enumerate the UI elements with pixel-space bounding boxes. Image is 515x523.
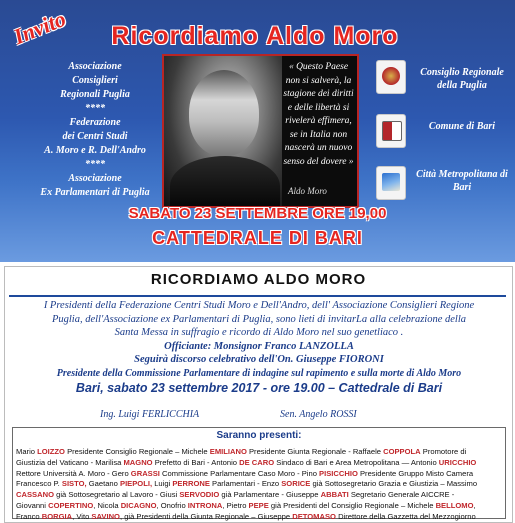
comune-bari-crest-icon [376, 114, 406, 148]
separator: **** [85, 159, 105, 170]
separator: **** [85, 103, 105, 114]
attendee-role-text: già Presidenti del Consiglio Regionale – Michele [268, 500, 436, 510]
attendee-name: BELLOMO [435, 500, 474, 510]
attendee-name: BORGIA [41, 511, 73, 521]
institution-label: Comune di Bari [428, 121, 496, 132]
attendee-role-text: , Pietro [222, 500, 249, 510]
attendee-role-text: Direttore della Gazzetta del Mezzogiorno [335, 511, 476, 521]
attendees-line [16, 469, 502, 480]
banner-title: Ricordiamo Aldo Moro [111, 22, 399, 50]
attendee-role-text: , Vito [72, 511, 92, 521]
portrait-face [189, 70, 259, 156]
organizer-line: Federazione [69, 117, 121, 128]
organizer-line: Regionali Puglia [60, 89, 130, 100]
attendee-role-text: Giustizia del Vaticano - Marilisa [16, 457, 124, 467]
organizer-line: Ex Parlamentari di Puglia [40, 187, 150, 198]
attendee-name: PEPE [248, 500, 269, 510]
attendee-role-text: Francesco P. [16, 479, 62, 489]
invite-line: Puglia, dell'Associazione ex Parlamentari di Puglia, sono lieti di invitarLa alla celebrazione della [51, 313, 467, 325]
crest-emblem [382, 173, 400, 191]
attendee-role-text: Sindaco di Bari e Area Metropolitana — Antonio [274, 457, 439, 467]
attendee-role-text: , Onofrio [156, 500, 188, 510]
event-date-line: Bari, sabato 23 settembre 2017 - ore 19.00 – Cattedrale di Bari [75, 381, 443, 395]
attendee-name: ABBATI [320, 490, 349, 500]
attendee-role-text: Prefetto di Bari - Antonio [152, 457, 240, 467]
attendee-name: INTRONA [187, 500, 223, 510]
attendee-name: SISTO, [61, 479, 87, 489]
attendee-role-text: già Sottosegretario al Lavoro - Giusi [53, 490, 180, 500]
attendee-name: URICCHIO [438, 457, 477, 467]
attendee-role-text: Presidente Consiglio Regionale – Michele [64, 447, 210, 456]
invite-line: Santa Messa in suffragio e ricordo di Aldo Moro nel suo genetliaco . [114, 327, 404, 338]
attendee-role-text: Promotore di [420, 447, 467, 456]
title-divider [9, 295, 506, 297]
institution-label: Consiglio Regionale della Puglia [420, 67, 504, 91]
officiant: Officiante: Monsignor Franco LANZOLLA [164, 340, 354, 352]
invite-line: I Presidenti della Federazione Centri Studi Moro e Dell'Andro, dell' Associazione Consiglieri Regione [43, 300, 475, 311]
attendee-name: PISICCHIO [319, 468, 358, 478]
attendee-name: PERRONE [172, 479, 210, 489]
attendee-role-text: già Parlamentare - Giuseppe [219, 490, 321, 500]
attendee-name: SORICE [281, 479, 311, 489]
attendee-role-text: Luigi [152, 479, 173, 489]
attendee-role-text: Presidente Gruppo Misto Camera [357, 468, 474, 478]
attendee-name: DICAGNO [120, 500, 157, 510]
signature: Aldo Moro [288, 186, 327, 196]
attendees-line [16, 501, 502, 512]
speech: Seguirà discorso celebrativo dell'On. Giuseppe FIORONI [134, 354, 384, 365]
attendee-role-text: Presidente Giunta Regionale - Raffaele [246, 447, 384, 456]
attendee-name: SERVODIO [179, 490, 220, 500]
invitation-card [4, 266, 513, 523]
attendee-role-text: Parlamentari - Enzo [209, 479, 282, 489]
attendee-role-text: , [473, 500, 476, 510]
attendee-role-text: Segretario Generale AICCRE - [348, 490, 455, 500]
portrait-panel [162, 54, 359, 208]
moro-quote: « Questo Paese non si salverà, la stagione dei diritti e delle libertà si rivelerà effimera, se in Italia non nascerà un nuovo senso del dovere » [283, 62, 354, 167]
attendee-role-text: , già Presidenti della Giunta Regionale – Giuseppe [119, 511, 293, 521]
attendees-line [16, 512, 502, 523]
attendee-role-text: Giovanni [16, 500, 49, 510]
attendee-role-text: Gaetano [86, 479, 120, 489]
attendee-name: EMILIANO [209, 447, 247, 456]
attendee-name: COPERTINO [48, 500, 94, 510]
regione-puglia-crest-icon [376, 60, 406, 94]
aldo-moro-portrait [164, 56, 282, 206]
organizer-line: Associazione [68, 173, 122, 184]
attendees-line [16, 458, 502, 469]
attendees-box [12, 427, 506, 519]
crest-emblem [382, 67, 400, 85]
organizer-line: dei Centri Studi [62, 131, 128, 142]
attendee-name: COPPOLA [383, 447, 421, 456]
attendee-role-text: Rettore Università A. Moro - Gero [16, 468, 131, 478]
institution-label: Città Metropolitana di Bari [416, 169, 508, 193]
signer-2: Sen. Angelo ROSSI [280, 409, 357, 420]
attendee-name: DETOMASO [292, 511, 336, 521]
attendees-list [16, 447, 502, 523]
attendee-name: PIEPOLI, [120, 479, 153, 489]
crest-emblem [382, 121, 402, 141]
event-place: CATTEDRALE DI BARI [152, 228, 363, 248]
attendees-line [16, 447, 502, 458]
organizer-line: Associazione [68, 61, 122, 72]
attendees-line [16, 479, 502, 490]
card-title: RICORDIAMO ALDO MORO [150, 271, 367, 288]
attendee-name: MAGNO [123, 457, 153, 467]
attendee-name: CASSANO [16, 490, 54, 500]
attendee-role-text: Franco [16, 511, 42, 521]
signer-1: Ing. Luigi FERLICCHIA [100, 409, 200, 420]
attendee-name: GRASSI [130, 468, 160, 478]
organizer-line: Consiglieri [72, 75, 118, 86]
invito-label: Invito [10, 5, 70, 50]
attendee-name: LOIZZO [37, 447, 65, 456]
attendee-role-text: già Sottosegretario Grazia e Giustizia – Massimo [310, 479, 478, 489]
invitation-text [13, 299, 505, 396]
attendee-name: DE CARO [239, 457, 275, 467]
organizer-line: A. Moro e R. Dell'Andro [44, 145, 146, 156]
speech-role: Presidente della Commissione Parlamentare di indagine sul rapimento e sulla morte di Aldo Moro [56, 367, 462, 379]
attendee-name: SAVINO [91, 511, 120, 521]
attendees-line [16, 490, 502, 501]
event-date: SABATO 23 SETTEMBRE ORE 19,00 [128, 205, 387, 222]
organizers-list [20, 60, 170, 200]
portrait-suit [170, 156, 280, 208]
attendees-title: Saranno presenti: [216, 430, 302, 441]
attendee-role-text: Mario [16, 447, 38, 456]
attendee-role-text: Commissione Parlamentare Caso Moro - Pino [159, 468, 320, 478]
citta-metropolitana-crest-icon [376, 166, 406, 200]
attendee-role-text: , Nicola [93, 500, 121, 510]
